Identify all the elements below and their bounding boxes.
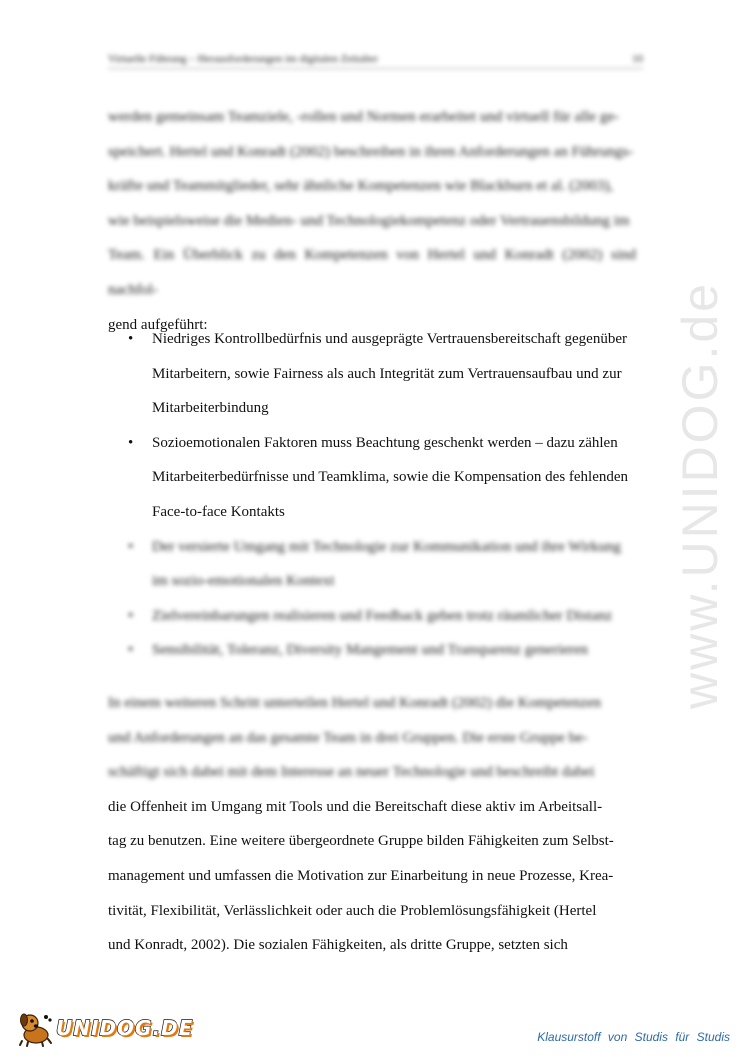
competence-list xyxy=(128,322,648,668)
list-item xyxy=(128,426,648,530)
list-item-line: • Zielvereinbarungen realisieren und Feedback geben trotz räumlicher Distanz xyxy=(152,607,613,624)
dog-icon xyxy=(16,1009,54,1047)
logo-text: UNIDOG.DE xyxy=(56,1016,194,1040)
text-line: Team. Ein Überblick zu den Kompetenzen von Hertel und Konradt (2002) sind nachfol- xyxy=(108,247,636,298)
list-item-line: • Niedriges Kontrollbedürfnis und ausgeprägte Vertrauensbereitschaft gegenüber xyxy=(152,331,627,347)
text-line: speichert. Hertel und Konradt (2002) beschreiben in ihren Anforderungen an Führungs- xyxy=(108,143,634,160)
text-line: werden gemeinsam Teamziele, -rollen und Normen erarbeitet und virtuell für alle ge- xyxy=(108,109,619,125)
text-line: und Anforderungen an das gesamte Team in drei Gruppen. Die erste Gruppe be- xyxy=(108,729,588,746)
text-line: tag zu benutzen. Eine weitere übergeordnete Gruppe bilden Fähigkeiten zum Selbst- xyxy=(108,833,614,850)
footer-tagline: Klausurstoff von Studis für Studis xyxy=(537,1030,730,1044)
list-item-line: Mitarbeiterbedürfnisse und Teamklima, sowie die Kompensation des fehlenden xyxy=(152,469,629,486)
list-item xyxy=(128,633,648,668)
paragraph-1 xyxy=(108,100,636,342)
list-item-line: Mitarbeiterbindung xyxy=(152,400,269,417)
text-line: kräfte und Teammitglieder, sehr ähnliche Kompetenzen wie Blackburn et al. (2003), xyxy=(108,178,613,195)
text-line: In einem weiteren Schritt unterteilen Hertel und Konradt (2002) die Kompetenzen xyxy=(108,695,602,711)
header-title: Virtuelle Führung – Herausforderungen im digitalen Zeitalter xyxy=(108,53,378,65)
watermark: www.UNIDOG.de xyxy=(672,281,728,709)
list-item-line: • Sensibilität, Toleranz, Diversity Mangement und Transparenz generieren xyxy=(152,642,589,659)
text-line: gend aufgeführt: xyxy=(108,316,208,333)
text-line: schäftigt sich dabei mit dem Interesse an neuer Technologie und beschreibt dabei xyxy=(108,764,595,781)
list-item-line: Mitarbeitern, sowie Fairness als auch Integrität zum Vertrauensaufbau und zur xyxy=(152,365,622,382)
list-item-line: • Sozioemotionalen Faktoren muss Beachtung geschenkt werden – dazu zählen xyxy=(152,434,618,451)
list-item-line: • Der versierte Umgang mit Technologie zur Kommunikation und ihre Wirkung xyxy=(152,538,621,555)
header-page-number: 10 xyxy=(632,53,643,65)
unidog-logo[interactable] xyxy=(16,1008,193,1048)
text-line: management und umfassen die Motivation zur Einarbeitung in neue Prozesse, Krea- xyxy=(108,867,614,884)
text-line: wie beispielsweise die Medien- und Technologiekompetenz oder Vertrauensbildung im xyxy=(108,212,630,229)
text-line: und Konradt, 2002). Die sozialen Fähigkeiten, als dritte Gruppe, setzten sich xyxy=(108,937,568,954)
paragraph-2 xyxy=(108,686,636,963)
list-item xyxy=(128,322,648,426)
list-item-line: im sozio-emotionalen Kontext xyxy=(152,573,335,590)
text-line: die Offenheit im Umgang mit Tools und die Bereitschaft diese aktiv im Arbeitsall- xyxy=(108,798,603,815)
text-line: tivität, Flexibilität, Verlässlichkeit oder auch die Problemlösungsfähigkeit (Hertel xyxy=(108,902,597,919)
list-item-line: Face-to-face Kontakts xyxy=(152,503,285,520)
page-header xyxy=(108,53,643,69)
list-item xyxy=(128,530,648,599)
list-item xyxy=(128,599,648,634)
